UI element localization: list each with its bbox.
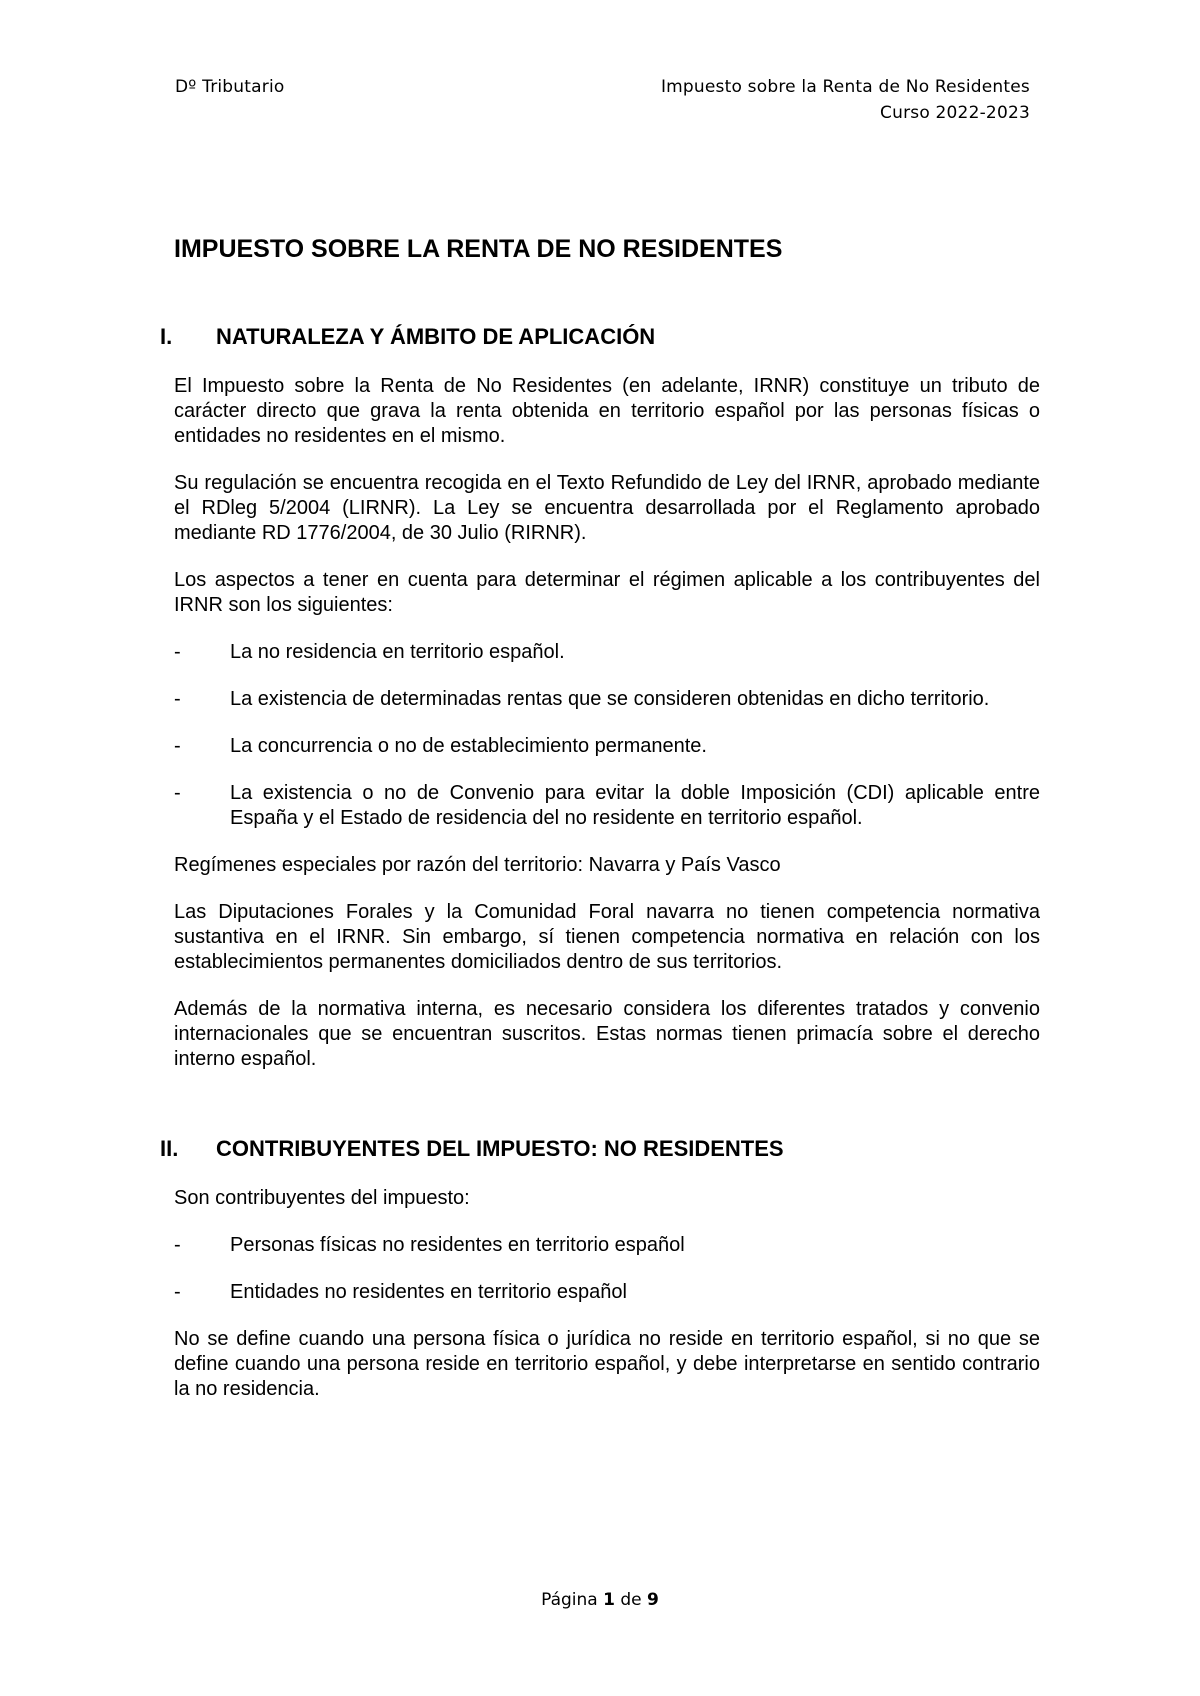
list-bullet: - xyxy=(174,688,181,710)
page-label: Página xyxy=(541,1590,598,1610)
paragraph: Su regulación se encuentra recogida en el Texto Refundido de Ley del IRNR, aprobado mediante el RDleg 5/2004 (LIRNR). La Ley se encuentra desarrollada por el Reglamento aprobado mediante RD 1776/2004, de 30 Julio (RIRNR). xyxy=(174,472,1040,544)
page-footer xyxy=(0,1590,1200,1610)
paragraph: Las Diputaciones Forales y la Comunidad Foral navarra no tienen competencia normativa sustantiva en el IRNR. Sin embargo, sí tienen competencia normativa en relación con los establecimientos permanentes domiciliados dentro de sus territorios. xyxy=(174,901,1040,973)
list-item-text: La existencia de determinadas rentas que se consideren obtenidas en dicho territorio. xyxy=(230,688,990,710)
paragraph: Además de la normativa interna, es necesario considera los diferentes tratados y convenio internacionales que se encuentran suscritos. Estas normas tienen primacía sobre el derecho interno español. xyxy=(174,998,1040,1070)
section-heading-1 xyxy=(160,322,1040,352)
list-bullet: - xyxy=(174,735,181,757)
section-number: II. xyxy=(160,1136,179,1161)
list-item xyxy=(174,1280,1040,1305)
header-course-year: Curso 2022-2023 xyxy=(880,103,1030,123)
list-bullet: - xyxy=(174,641,181,663)
page-separator: de xyxy=(620,1590,642,1610)
list-item xyxy=(174,640,1040,665)
section-number: I. xyxy=(160,324,173,349)
list-item-text: Entidades no residentes en territorio español xyxy=(230,1281,627,1303)
paragraph: No se define cuando una persona física o jurídica no reside en territorio español, si no que se define cuando una persona reside en territorio español, y debe interpretarse en sentido contrario la no residencia. xyxy=(174,1328,1040,1400)
page-number: 1 xyxy=(603,1590,615,1610)
header-subject: Dº Tributario xyxy=(175,77,285,97)
list-item-text: La concurrencia o no de establecimiento permanente. xyxy=(230,735,707,757)
list-item xyxy=(174,781,1040,831)
paragraph: Los aspectos a tener en cuenta para determinar el régimen aplicable a los contribuyentes del IRNR son los siguientes: xyxy=(174,569,1040,616)
list-item xyxy=(174,1233,1040,1258)
paragraph: Regímenes especiales por razón del territorio: Navarra y País Vasco xyxy=(174,854,781,876)
page-total: 9 xyxy=(647,1590,659,1610)
header-course-info xyxy=(661,74,1030,126)
list-bullet: - xyxy=(174,1234,181,1256)
list-item-text: La existencia o no de Convenio para evitar la doble Imposición (CDI) aplicable entre España y el Estado de residencia del no residente en territorio español. xyxy=(230,782,1040,829)
list-item xyxy=(174,734,1040,759)
document-body xyxy=(160,232,1040,1402)
document-title: IMPUESTO SOBRE LA RENTA DE NO RESIDENTES xyxy=(174,235,783,263)
section-title: CONTRIBUYENTES DEL IMPUESTO: NO RESIDENTES xyxy=(216,1136,784,1161)
list-item xyxy=(174,687,1040,712)
list-bullet: - xyxy=(174,782,181,804)
paragraph: El Impuesto sobre la Renta de No Residentes (en adelante, IRNR) constituye un tributo de carácter directo que grava la renta obtenida en territorio español por las personas físicas o entidades no residentes en el mismo. xyxy=(174,375,1040,447)
section-title: NATURALEZA Y ÁMBITO DE APLICACIÓN xyxy=(216,324,656,349)
list-bullet: - xyxy=(174,1281,181,1303)
list-item-text: Personas físicas no residentes en territorio español xyxy=(230,1234,685,1256)
paragraph: Son contribuyentes del impuesto: xyxy=(174,1187,470,1209)
section-heading-2 xyxy=(160,1134,1040,1164)
list-item-text: La no residencia en territorio español. xyxy=(230,641,565,663)
header-document-name: Impuesto sobre la Renta de No Residentes xyxy=(660,77,1030,97)
